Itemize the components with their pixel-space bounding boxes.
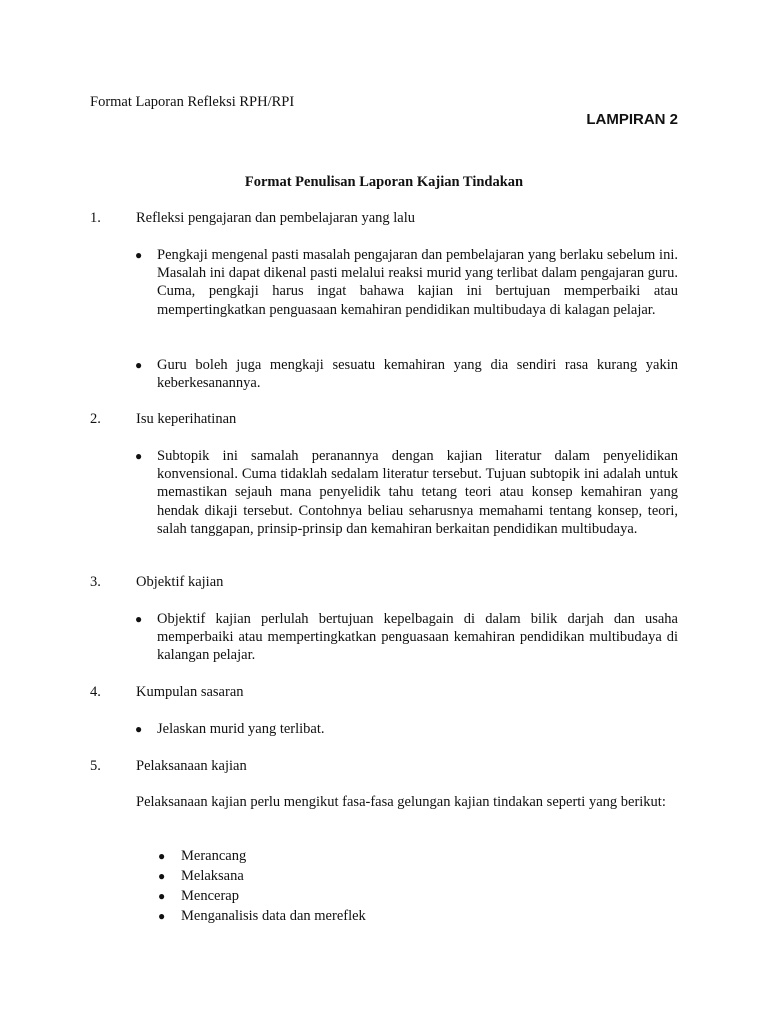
bullet-text: Pengkaji mengenal pasti masalah pengajaran dan pembelajaran yang berlaku sebelum ini. Masalah ini dapat dikenal pasti melalui reaksi murid yang terlibat dalam pengajaran guru. Cuma, pengkaji harus ingat bahawa kajian ini bertujuan memperbaiki atau mempertingkatkan penguasaan kemahiran pendidikan multibudaya di kalagan pelajar.	[157, 247, 678, 318]
sub-bullet-merancang	[158, 846, 246, 866]
bullet-text: Objektif kajian perlulah bertujuan kepelbagain di dalam bilik darjah dan usaha memperbaiki atau mempertingkatkan penguasaan kemahiran pendidikan multibudaya di kalangan pelajar.	[157, 611, 678, 664]
sub-bullet-text: Merancang	[181, 848, 247, 864]
section-1-heading	[90, 210, 415, 227]
document-title: Format Penulisan Laporan Kajian Tindakan	[244, 174, 524, 190]
format-line: Format Laporan Refleksi RPH/RPI	[90, 94, 295, 110]
section-title: Refleksi pengajaran dan pembelajaran yang lalu	[136, 210, 416, 226]
section-title: Objektif kajian	[136, 574, 224, 590]
section-title: Kumpulan sasaran	[136, 684, 244, 700]
section-number: 2.	[90, 411, 101, 427]
section-title: Pelaksanaan kajian	[136, 758, 247, 774]
section-1-bullet-2	[135, 356, 678, 392]
bullet-icon: ●	[135, 248, 143, 262]
section-2-bullet-1	[135, 447, 678, 538]
section-title: Isu keperihatinan	[136, 411, 237, 427]
bullet-icon: ●	[158, 889, 166, 903]
section-5-heading	[90, 758, 247, 775]
bullet-text: Subtopik ini samalah peranannya dengan kajian literatur dalam penyelidikan konvensional. Cuma tidaklah sedalam literatur tersebut. Tujuan subtopik ini adalah untuk memastikan sejauh mana penyelidik tahu tetang teori atau konsep kemahiran yang hendak dikaji tersebut. Contohnya beliau seharusnya memahami tentang konsep, teori, salah tanggapan, prinsip-prinsip dan kemahiran berkaitan pendidikan multibudaya.	[157, 448, 678, 537]
bullet-text: Jelaskan murid yang terlibat.	[157, 721, 325, 737]
bullet-icon: ●	[135, 612, 143, 626]
section-2-heading	[90, 411, 236, 428]
section-5-paragraph: Pelaksanaan kajian perlu mengikut fasa-fasa gelungan kajian tindakan seperti yang berikut:	[136, 794, 666, 810]
section-number: 4.	[90, 684, 101, 700]
section-4-heading	[90, 684, 244, 701]
bullet-icon: ●	[135, 722, 143, 736]
sub-bullet-text: Menganalisis data dan mereflek	[181, 908, 366, 924]
sub-bullet-mencerap	[158, 886, 239, 906]
section-3-heading	[90, 574, 223, 591]
sub-bullet-menganalisis	[158, 906, 366, 926]
section-4-bullet-1	[135, 720, 678, 738]
section-1-bullet-1	[135, 246, 678, 319]
section-3-bullet-1	[135, 610, 678, 665]
bullet-icon: ●	[158, 909, 166, 923]
bullet-icon: ●	[135, 449, 143, 463]
section-number: 1.	[90, 210, 101, 226]
sub-bullet-text: Melaksana	[181, 868, 244, 884]
section-number: 5.	[90, 758, 101, 774]
bullet-icon: ●	[158, 849, 166, 863]
bullet-icon: ●	[158, 869, 166, 883]
sub-bullet-text: Mencerap	[181, 888, 239, 904]
lampiran-label: LAMPIRAN 2	[586, 111, 678, 128]
bullet-icon: ●	[135, 358, 143, 372]
sub-bullet-melaksana	[158, 866, 244, 886]
bullet-text: Guru boleh juga mengkaji sesuatu kemahiran yang dia sendiri rasa kurang yakin keberkesanannya.	[157, 357, 678, 392]
section-number: 3.	[90, 574, 101, 590]
